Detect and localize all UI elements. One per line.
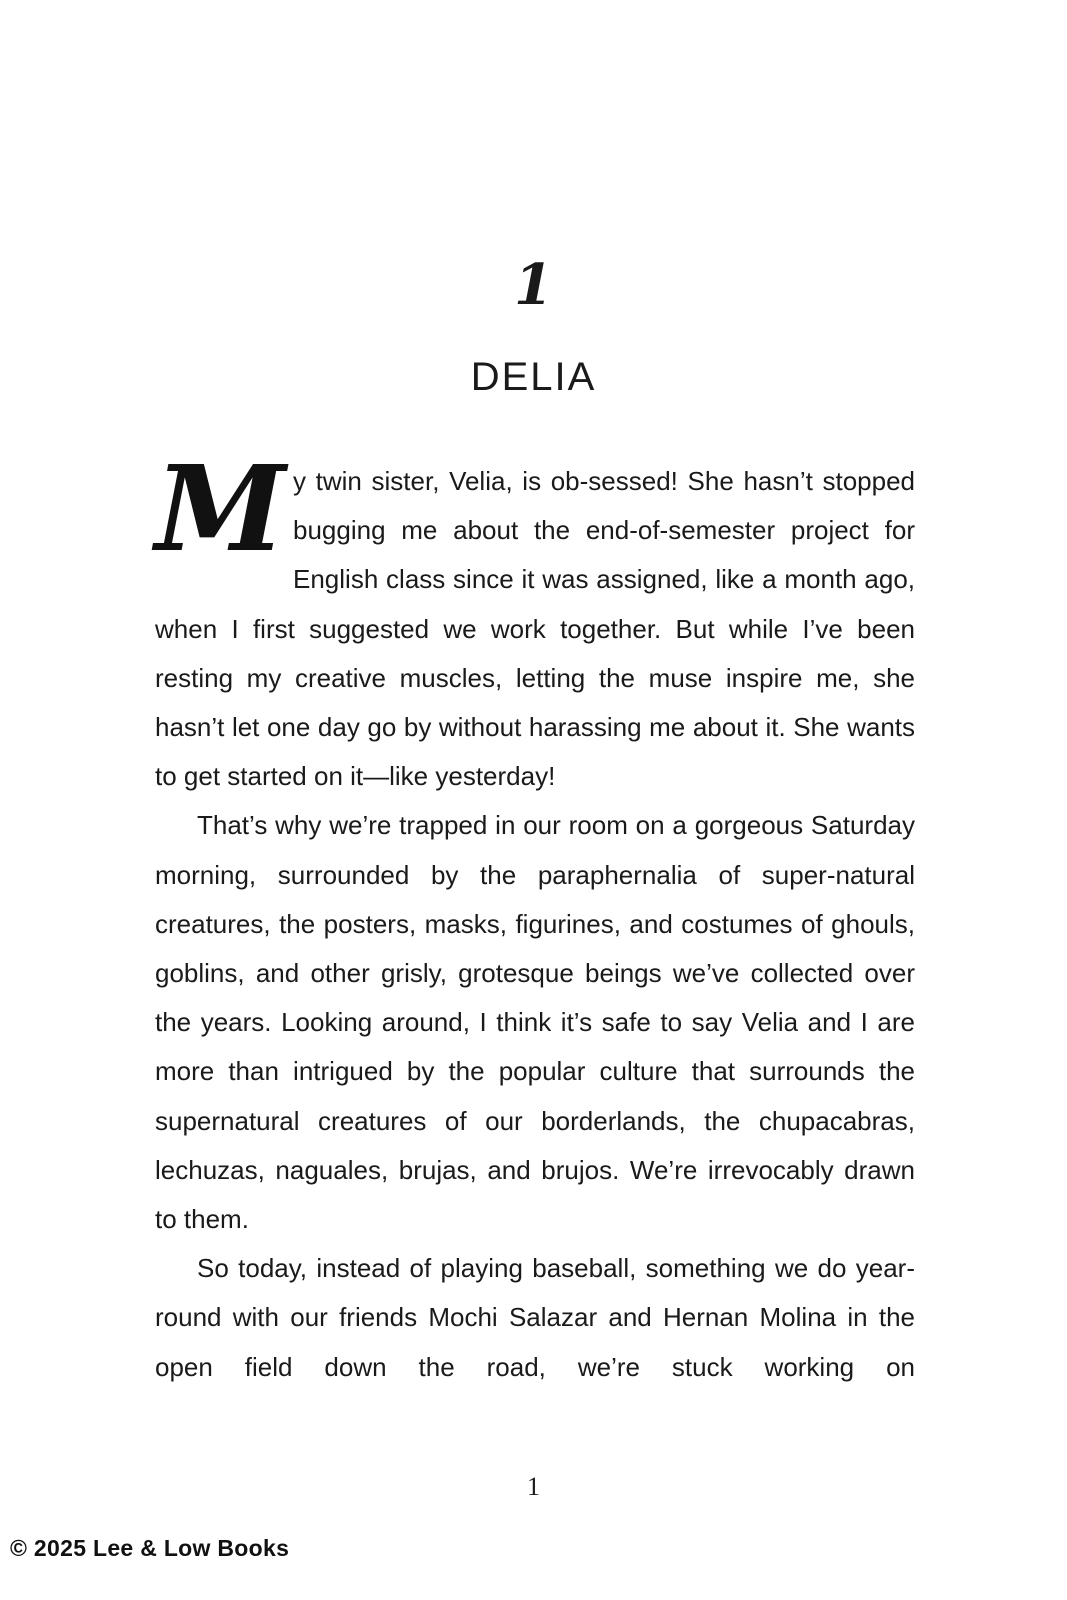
copyright-notice: © 2025 Lee & Low Books bbox=[10, 1535, 290, 1561]
chapter-title: DELIA bbox=[470, 355, 597, 399]
paragraph-2: That’s why we’re trapped in our room on a gorgeous Saturday morning, surrounded by the paraphernalia of super-natural creatures, the posters, masks, figurines, and costumes of ghouls, goblins, and other grisly, grotesque beings we’ve collected over the years. Looking around, I think it’s safe to say Velia and I are more than intrigued by the popular culture that surrounds the supernatural creatures of our borderlands, the chupacabras, lechuzas, naguales, brujas, and brujos. We’re irrevocably drawn to them. bbox=[155, 810, 915, 1235]
drop-cap: M bbox=[155, 439, 284, 578]
paragraph-1-text: y twin sister, Velia, is ob-sessed! She hasn’t stopped bugging me about the end-of-semester project for English class since it was assigned, like a month ago, when I first suggested we work together. But while I’ve been resting my creative muscles, letting the muse inspire me, she hasn’t let one day go by without harassing me about it. She wants to get started on it—like yesterday! bbox=[155, 466, 915, 792]
chapter-number: 1 bbox=[514, 252, 553, 318]
chapter-body bbox=[155, 439, 915, 1392]
page-number: 1 bbox=[527, 1472, 540, 1501]
paragraph-1 bbox=[155, 439, 915, 801]
paragraph-3: So today, instead of playing baseball, something we do year-round with our friends Mochi Salazar and Hernan Molina in the open field down the road, we’re stuck working on bbox=[155, 1253, 915, 1382]
